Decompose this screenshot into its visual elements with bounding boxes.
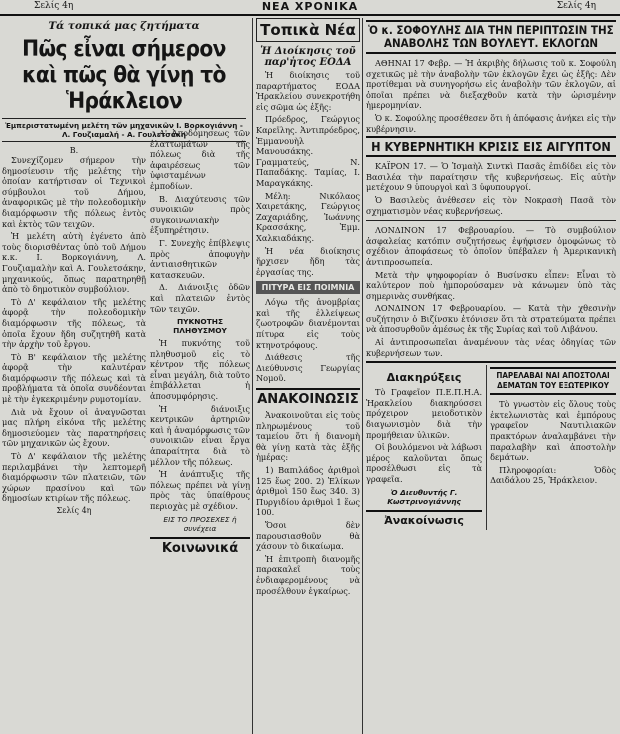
notice-paragraph: Πληροφορίαι: Ὁδὸς Δαιδάλου 25, Ἡράκλειον. <box>490 464 616 486</box>
local-news-column <box>256 18 360 734</box>
article-paragraph: Β. Διαχύτευσις τῶν συνοικιῶν πρὸς συγκοινωνιακὴν ἐξυπηρέτησιν. <box>150 193 250 236</box>
social-column-heading: Κοινωνικά <box>150 537 250 556</box>
politics-column <box>366 18 616 734</box>
article-paragraph: Ἡ πυκνότης τοῦ πληθυσμοῦ εἰς τὸ κέντρον τῆς πόλεως εἶναι μεγάλη, διὰ τοῦτο ἐπιβάλλεται ἡ ἀποσυμφόρησις. <box>150 338 250 402</box>
article-kicker: Τά τοπικά μας ζητήματα <box>48 20 200 32</box>
notices-right <box>486 365 616 529</box>
news-paragraph: Ὁ κ. Σοφούλης προσέθεσεν ὅτι ἡ ἀπόφασις ἀνήκει εἰς τὴν κυβέρνησιν. <box>366 112 616 134</box>
news-paragraph: Ὅσοι δὲν παρουσιασθοῦν θὰ χάσουν τὸ δικαίωμα. <box>256 519 360 552</box>
article-paragraph: Ἡ διάνοιξις κεντρικῶν ἀρτηριῶν καὶ ἡ ἀναμόρφωσις τῶν συνοικιῶν εἶναι ἔργα ἀπαραίτητα διὰ τὸ μέλλον τῆς πόλεως. <box>150 403 250 467</box>
notices-left-title: Διακηρύξεις <box>386 371 462 385</box>
article-paragraph: Α' Ἀποδόμησεως τῶν ἐλαττωμάτων τῆς πόλεως διὰ τῆς ἀφαιρέσεως τῶν ὑφισταμένων ἐμποδίων. <box>150 128 250 191</box>
page-number-right: Σελίς 4η <box>556 1 596 11</box>
article-paragraph: Διὰ νὰ ἔχουν οἱ ἀναγνῶσται μας πλήρη εἰκόνα τῆς μελέτης δημοσιεύομεν τὰς παρατηρήσεις τῶν μηχανικῶν ὡς ἔχουν. <box>2 406 146 449</box>
news-paragraph: Λόγω τῆς ἀνομβρίας καὶ τῆς ἐλλείψεως ζωοτροφῶν διανέμονται πίτυρα εἰς τοὺς κτηνοτρόφους. <box>256 297 360 350</box>
news-paragraph: Διάθεσις τῆς Διεύθυνσις Γεωργίας Νομοῦ. <box>256 352 360 384</box>
bottom-notices <box>366 361 616 529</box>
news-paragraph: Ἡ διοίκησις τοῦ παραρτήματος ΕΟΔΑ Ἡρακλείου συνεκροτήθη εἰς σῶμα ὡς ἑξῆς: <box>256 70 360 112</box>
continued-note: ΕΙΣ ΤΟ ΠΡΟΣΕΧΕΣ ἡ συνέχεια <box>163 514 237 533</box>
local-news-title: Τοπικὰ Νέα <box>256 18 360 42</box>
divider <box>366 220 616 221</box>
column-rule <box>252 18 253 734</box>
news-paragraph: Μετὰ τὴν ψηφοφορίαν ὁ Βυσίνσκυ εἶπεν: Εἶναι τὸ καλύτερον ποὺ ἠμπορούσαμεν νὰ κάνωμεν ὑπὸ τὰς σημερινὰς συνθήκας. <box>366 269 616 301</box>
announcement-title: ΑΝΑΚΟΙΝΩΣΙΣ <box>256 388 360 407</box>
page-footer: Σελίς 4η <box>56 506 92 515</box>
article-paragraph: Δ. Διάνοιξις ὁδῶν καὶ πλατειῶν ἐντὸς τῶν τειχῶν. <box>150 282 250 314</box>
news-paragraph: Ἡ νέα διοίκησις ἤρχισεν ἤδη τὰς ἐργασίας της. <box>256 245 360 277</box>
egypt-crisis-headline: Η ΚΥΒΕΡΝΗΤΙΚΗ ΚΡΙΣΙΣ ΕΙΣ ΑΙΓΥΠΤΟΝ <box>366 136 616 157</box>
column-rule <box>362 18 363 734</box>
notices-left <box>366 365 482 529</box>
notice-signature: Ὁ Διευθυντής Γ. Κωστρινογιάννης <box>387 487 461 506</box>
news-band-heading: ΠΙΤΥΡΑ ΕΙΣ ΠΟΙΜΝΙΑ <box>256 281 360 294</box>
news-paragraph: Πρόεδρος, Γεώργιος Καρεϊλης. Ἀντιπρόεδρος, Ἐμμανουὴλ Μανουσάκης. Γραμματεύς, Ν. Παπαδάκης. Ταμίας, Ι. Μαραγκάκης. <box>256 114 360 188</box>
article-paragraph: Ἡ ἀνάπτυξις τῆς πόλεως πρέπει νὰ γίνῃ πρὸς τὰς ὑπαίθρους περιοχὰς μὲ σχέδιον. <box>150 469 250 511</box>
news-paragraph: ΑΘΗΝΑΙ 17 Φεβρ. — Ἡ ἀκριβὴς δήλωσις τοῦ κ. Σοφούλη σχετικῶς μὲ τὴν ἀναβολὴν τῶν ἐκλογῶν ἔχει ὡς ἑξῆς: Δὲν προτίθεμαι νὰ συνηγορήσω εἰς ἀναβολὴν τῶν ἐκλογῶν, αἱ ὁποῖαι πρέπει νὰ διεξαχθοῦν κατὰ τὴν ὡρισμένην ἡμερομηνίαν. <box>366 58 616 111</box>
article-paragraph: Τὸ Δ' κεφάλαιον τῆς μελέτης ἀφορᾷ τὴν πολεοδομικὴν διαμόρφωσιν τῆς πόλεως, τὰ ὁποῖα ἔχουν ἤδη συζητηθῆ κατὰ τὴν ἀρχὴν τοῦ ἔργου. <box>2 296 146 350</box>
newspaper-title: ΝΕΑ ΧΡΟΝΙΚΑ <box>261 0 359 13</box>
news-paragraph: ΛΟΝΔΙΝΟΝ 17 Φεβρουαρίου. — Τὸ συμβούλιον ἀσφαλείας κατόπιν συζητήσεως ἐψήφισεν ὁμοφώνως τὸ σχέδιον ἀποφάσεως τὸ ὁποῖον ὑπέβαλεν ἡ Ἀμερικανικὴ ἀντιπροσωπεία. <box>366 225 616 267</box>
news-paragraph: 1) Βαπιλάδος ἀριθμοὶ 125 ἕως 200. 2) Ἐλίκων ἀριθμοὶ 150 ἕως 340. 3) Πυργιδίου ἀριθμοὶ 1 ἕως 100. <box>256 465 360 518</box>
news-paragraph: Ἀνακοινοῦται εἰς τοὺς πληρωμένους τοῦ ταμείου ὅτι ἡ διανομὴ θὰ γίνῃ κατὰ τὰς ἑξῆς ἡμέρας: <box>256 410 360 463</box>
page-header <box>0 0 620 16</box>
section-marker: Β. <box>69 146 79 155</box>
news-paragraph: ΛΟΝΔΙΝΟΝ 17 Φεβρουαρίου. — Κατὰ τὴν χθεσινὴν συζήτησιν ὁ Βιζίνσκυ ἐτόνισεν ὅτι τὰ στρατεύματα πρέπει νὰ ἀποσυρθοῦν ἀμέσως ἐκ τῆς Συρίας καὶ τοῦ Λιβάνου. <box>366 303 616 335</box>
section-subheading: ΠΥΚΝΟΤΗΣ ΠΛΗΘΥΣΜΟΥ <box>173 317 227 336</box>
notice-paragraph: Τὸ γνωστὸν εἰς ὅλους τοὺς ἐκτελωνιστὰς καὶ ἐμπόρους γραφεῖον Ναυτιλιακῶν πρακτόρων ἀναλαμβάνει τὴν παραλαβὴν καὶ ἀποστολὴν δεμάτων. <box>490 399 616 463</box>
article-paragraph: Ἡ μελέτη αὐτὴ ἐγένετο ἀπὸ τοὺς διορισθέντας ὑπὸ τοῦ Δήμου κ.κ. Ι. Βορκογιάννη, Λ. Γουζιαμαλὴν καὶ Α. Γουλετσάκην, μηχανικούς, ὅπως παρατηρηθῇ ἀπὸ τὸ δημοτικὸν συμβούλιον. <box>2 231 146 295</box>
article-paragraph: Τὸ Δ' κεφάλαιον τῆς μελέτης περιλαμβάνει τὴν λεπτομερῆ διαμόρφωσιν τῶν πλατειῶν, τῶν χώρων πρασίνου καὶ τῶν δημοσίων κτιρίων τῆς πόλεως. <box>2 451 146 504</box>
news-item-title: Ἡ Διοίκησις τοῦ παρ'ἡτος ΕΟΔΑ <box>260 46 356 68</box>
news-paragraph: Ἡ ἐπιτροπὴ διανομῆς παρακαλεῖ τοὺς ἐνδιαφερομένους νὰ προσέλθουν ἐγκαίρως. <box>256 553 360 596</box>
article-paragraph: Γ. Συνεχὴς ἐπίβλεψις πρὸς ἀποφυγὴν ἀντιαισθητικῶν κατασκευῶν. <box>150 237 250 280</box>
article-subhead: Ἐμπεριστατωμένη μελέτη τῶν μηχανικῶν Ι. Βορκογιάννη - Λ. Γουζιαμαλή - Α. Γουλετσάκη <box>2 118 246 142</box>
article-continuation <box>150 128 250 734</box>
notice-paragraph: Τὸ Γραφεῖον Π.Ε.Π.Η.Α. Ἡρακλείου διακηρύσσει πρόχειρον μειοδοτικὸν διαγωνισμὸν διὰ τὴν προμήθειαν ὑλικῶν. <box>366 387 483 440</box>
page-number-left: Σελίς 4η <box>34 1 74 11</box>
news-paragraph: Αἱ ἀντιπροσωπεῖαι ἀναμένουν τὰς νέας ὁδηγίας τῶν κυβερνήσεων των. <box>366 337 616 358</box>
article-paragraph: Συνεχίζομεν σήμερον τὴν δημοσίευσιν τῆς μελέτης τὴν ὁποίαν κατήρτισαν οἱ Τεχνικοὶ σύμβουλοι τοῦ Δήμου, ἀναφορικῶς μὲ τὴν πολεοδομικὴν διαμόρφωσιν τῆς πόλεως ἐντὸς καὶ ἐκτὸς τῶν τειχῶν. <box>2 155 146 229</box>
article-paragraph: Τὸ Β' κεφάλαιον τῆς μελέτης ἀφορᾷ τὴν καλυτέραν διαμόρφωσιν τῆς πόλεως καὶ τὰ προβλήματα τὰ ὁποῖα συνδέονται μὲ τὴν ἐγκεκριμένην ρυμοτομίαν. <box>2 351 146 405</box>
notice-paragraph: Οἱ βουλόμενοι νὰ λάβωσι μέρος καλοῦνται ὅπως προσέλθωσι εἰς τὰ γραφεῖα. <box>366 442 483 484</box>
parcel-notice-title: ΠΑΡΕΛΑΒΑΙ ΝΑΙ ΑΠΟΣΤΟΛΑΙ ΔΕΜΑΤΩΝ ΤΟΥ ΕΞΩΤΕΡΙΚΟΥ <box>490 367 616 395</box>
sofoulis-headline: Ὁ κ. ΣΟΦΟΥΛΗΣ ΔΙΑ ΤΗΝ ΠΕΡΙΠΤΩΣΙΝ ΤΗΣ ΑΝΑΒΟΛΗΣ ΤΩΝ ΒΟΥΛΕΥΤ. ΕΚΛΟΓΩΝ <box>366 20 616 54</box>
news-paragraph: ΚΑΪΡΟΝ 17. — Ὁ Ἰσμαὴλ Σιντκὶ Πασᾶς ἐπιδίδει εἰς τὸν Βασιλέα τὴν παραίτησιν τῆς κυβερνήσεως. Εἰς αὐτὴν μετέχουν 9 ὑπουργοὶ καὶ 3 ὑφυπουργοί. <box>366 161 616 193</box>
article-headline: Πῶς εἶναι σήμερον καὶ πῶς θὰ γίνῃ τὸ Ἡράκλειον <box>22 36 226 114</box>
news-paragraph: Μέλη: Νικόλαος Χαιρετάκης, Γεώργιος Ζαχαριάδης, Ἰωάννης Κρασσάκης, Ἐμμ. Χαλκιαδάκης. <box>256 190 360 243</box>
news-paragraph: Ὁ Βασιλεὺς ἀνέθεσεν εἰς τὸν Νοκρασὴ Πασᾶ τὸν σχηματισμὸν νέας κυβερνήσεως. <box>366 194 616 216</box>
notices-left-bottom-title: Ἀνακοίνωσις <box>366 510 482 527</box>
